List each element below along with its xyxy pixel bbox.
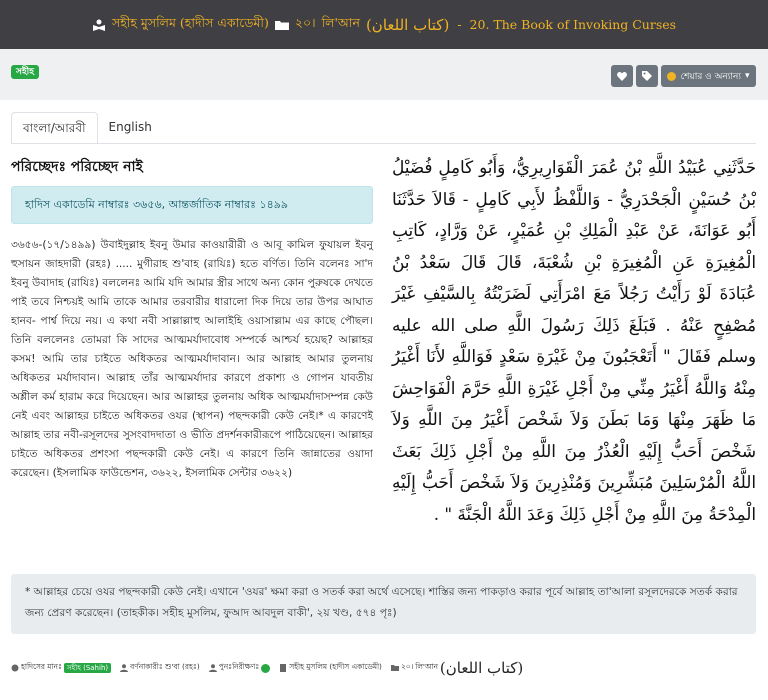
language-tabs [11,112,163,144]
breadcrumb-chapter-no[interactable]: ২০। [294,14,316,30]
reviewer-icon [209,664,217,672]
book-reader-icon [92,19,106,31]
narrator-item[interactable] [120,662,200,674]
breadcrumb-book[interactable]: সহীহ মুসলিম (হাদীস একাডেমী) [111,14,269,30]
chapter-bn: লি'আন [415,662,438,671]
folder-icon [391,664,399,672]
grade-label: হাদিসের মানঃ [21,662,62,671]
grade-value-badge: সহীহ (Sahih) [64,663,111,673]
chapter-ar: (كتاب اللعان) [439,659,524,677]
folder-icon [275,19,289,31]
caret-down-icon: ▾ [745,71,750,81]
favorite-button[interactable] [611,65,633,87]
breadcrumb-chapter-bn[interactable]: লি'আন [321,14,360,30]
tab-bangla-arabic[interactable]: বাংলা/আরবী [11,112,98,144]
breadcrumb-chapter-ar[interactable]: (كتاب اللعان) [365,15,450,34]
arabic-text: حَدَّثَنِي عُبَيْدُ اللَّهِ بْنُ عُمَرَ الْقَوَارِيرِيُّ، وَأَبُو كَامِلٍ فُضَيْلُ بْنُ حُسَيْنٍ الْجَحْدَرِيُّ - وَاللَّفْظُ لأَبِي كَامِلٍ - قَالاَ حَدَّثَنَا أَبُو عَوَانَةَ، عَنْ عَبْدِ الْمَلِكِ بْنِ عُمَيْرٍ، عَنْ وَرَّادٍ، كَاتِبِ الْمُغِيرَةِ عَنِ الْمُغِيرَةِ بْنِ شُعْبَةَ، قَالَ قَالَ سَعْدُ بْنُ عُبَادَةَ لَوْ رَأَيْتُ رَجُلاً مَعَ امْرَأَتِي لَضَرَبْتُهُ بِالسَّيْفِ غَيْرَ مُصْفِحٍ عَنْهُ ‏.‏ فَبَلَغَ ذَلِكَ رَسُولَ اللَّهِ صلى الله عليه وسلم فَقَالَ ‏"‏ أَتَعْجَبُونَ مِنْ غَيْرَةِ سَعْدٍ فَوَاللَّهِ لأَنَا أَغْيَرُ مِنْهُ وَاللَّهُ أَغْيَرُ مِنِّي مِنْ أَجْلِ غَيْرَةِ اللَّهِ حَرَّمَ الْفَوَاحِشَ مَا ظَهَرَ مِنْهَا وَمَا بَطَنَ وَلاَ شَخْصَ أَغْيَرُ مِنَ اللَّهِ وَلاَ شَخْصَ أَحَبُّ إِلَيْهِ الْعُذْرُ مِنَ اللَّهِ مِنْ أَجْلِ ذَلِكَ بَعَثَ اللَّهُ الْمُرْسَلِينَ مُبَشِّرِينَ وَمُنْذِرِينَ وَلاَ شَخْصَ أَحَبُّ إِلَيْهِ الْمِدْحَةُ مِنَ اللَّهِ مِنْ أَجْلِ ذَلِكَ وَعَدَ اللَّهُ الْجَنَّةَ ‏"‏ ‏.‏ [392,157,756,524]
hadith-number-box: হাদিস একাডেমি নাম্বারঃ ৩৬৫৬, আন্তর্জাতিক নাম্বারঃ ১৪৯৯ [11,186,373,224]
bangla-translation: ৩৬৫৬-(১৭/১৪৯৯) উবাইদুল্লাহ ইবনু উমার কাওয়ারীরী ও আবূ কামিল ফুযায়ল ইবনু হুসায়ন জাহদারী (রহঃ) ..... মুগীরাহ শু'বাহ (রাযিঃ) হতে বর্ণিত। তিনি বলেনঃ সা'দ ইবনু উবাদাহ (রাযিঃ) বললেনঃ আমি যদি আমার স্ত্রীর সাথে অন্য কোন পুরুষকে দেখতে পাই তবে নিশ্চয়ই আমি তাকে আমার তরবারীর ধারালো দিক দিয়ে তার উপর আঘাত হানব- পার্শ্ব দিয়ে নয়। এ কথা নবী সাল্লাল্লাহু আলাইহি ওয়াসাল্লাম এর কাছে পৌছল। তিনি বললেনঃ তোমরা কি সাদের আত্মমর্যাদাবোধ সম্পর্কে আশ্চর্য হয়েছ? আল্লাহর কসম! আমি তার চাইতে অধিকতর আত্মমর্যাদাবান। আর আল্লাহ আমার তুলনায় অধিকতর মর্যাদাবান। আল্লাহ তাঁর আত্মমর্যাদার কারণে প্রকাশ্য ও গোপন যাবতীয় অশ্লীল কর্ম হারাম করে দিয়েছেন। আর আল্লাহর তুলনায় অধিক আত্মমর্যাদাসম্পন্ন কেউ নেই এবং আল্লাহর চাইতে অধিকতর ওযর (স্থাপন) পছন্দকারী কেউ নেই।* এ কারণেই আল্লাহ তার নবী-রসূলদের সুসংবাদদাতা ও ভীতি প্রদর্শনকারীরূপে পাঠিয়েছেন। আল্লাহর চাইতে অধিকতর প্রশংসা পছন্দকারী কেউ নেই। এ কারণে তিনি জান্নাতের ওয়াদা করেছেন। (ইসলামিক ফাউন্ডেশন, ৩৬২২, ইসলামিক সেন্টার ৩৬২২) [11,239,373,479]
narrator-text: বর্ণনাকারীঃ শু'বা (রহঃ) [130,662,200,671]
user-icon [120,664,128,672]
tag-icon [642,71,652,81]
chapter-item[interactable] [391,659,523,677]
heart-icon [617,72,627,81]
check-circle-icon [261,664,270,673]
grade-item [11,662,111,674]
grade-badge: সহীহ [11,65,39,79]
hadith-card [0,100,768,700]
chapter-title: পরিচ্ছেদঃ পরিচ্ছেদ নাই [11,159,143,175]
chapter-no: ২০। [400,662,414,671]
footnote: * আল্লাহর চেয়ে ওযর পছন্দকারী কেউ নেই। এখানে 'ওযর' ক্ষমা করা ও সতর্ক করা অর্থে এসেছে। শাস্তির জন্য পাকড়াও করার পূর্বে আল্লাহ তা'আলা রসূলদেরকে সতর্ক করার জন্য প্রেরণ করেছেন। (তাহকীক। সহীহ মুসলিম, ফুআদ আবদুল বাকী', ২য় খণ্ড, ৫৭৪ পৃঃ) [11,574,756,634]
badge-icon [11,664,19,672]
hadith-actions-bar [0,62,768,88]
breadcrumb [0,0,768,49]
info-icon [667,72,676,81]
tab-divider [11,143,756,144]
review-item [209,662,270,674]
book-text: সহীহ মুসলিম (হাদীস একাডেমী) [289,662,382,671]
share-dropdown-button[interactable] [661,65,756,87]
hadith-footer [11,653,756,683]
book-item[interactable] [279,662,382,674]
tab-english[interactable]: English [108,120,152,134]
breadcrumb-chapter-en[interactable]: 20. The Book of Invoking Curses [469,17,677,32]
review-label: পুনঃনিরীক্ষণঃ [218,662,260,671]
breadcrumb-separator: - [457,17,462,32]
share-label: শেয়ার ও অন্যান্য [680,71,742,82]
tag-button[interactable] [636,65,658,87]
book-icon [279,664,287,672]
